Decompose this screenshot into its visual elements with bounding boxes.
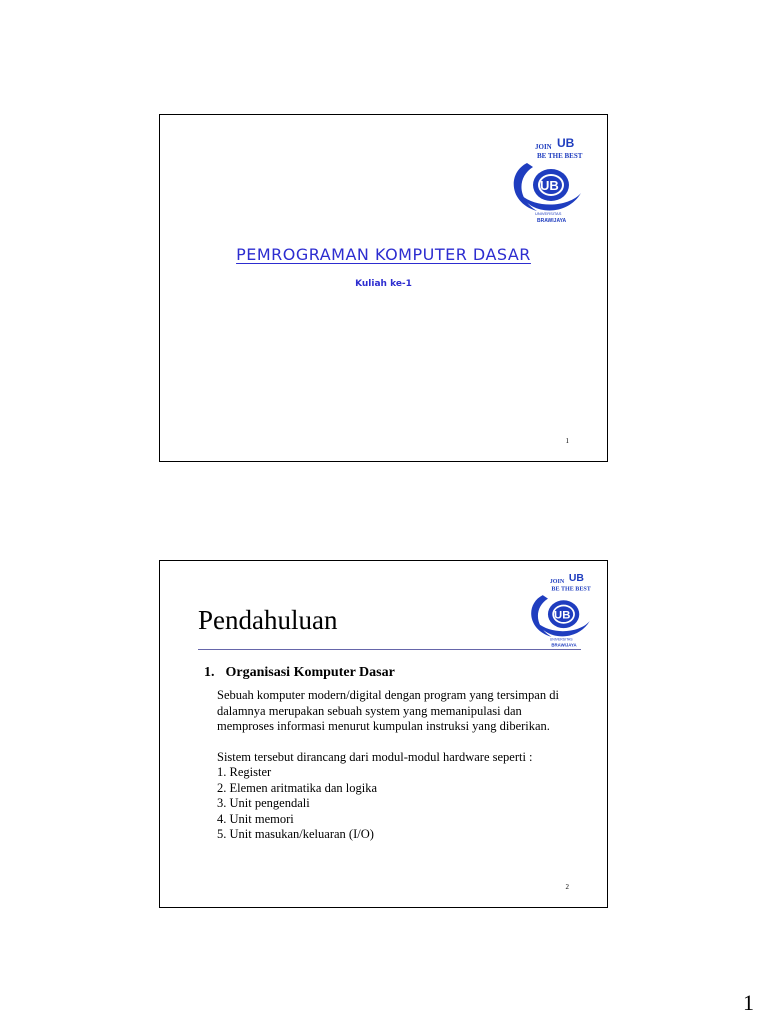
logo-text-be-the-best: BE THE BEST (551, 586, 591, 593)
logo-text-ub-small: UB (557, 136, 575, 150)
paragraph-line: Sebuah komputer modern/digital dengan program yang tersimpan di (217, 688, 559, 702)
paragraph-line: memproses informasi menurut kumpulan instruksi yang diberikan. (217, 719, 550, 733)
logo-text-brawijaya: BRAWIJAYA (537, 218, 567, 224)
list-item: 2. Elemen aritmatika dan logika (217, 780, 378, 795)
logo-text-be-the-best: BE THE BEST (537, 152, 583, 160)
logo-text-join: JOIN (549, 578, 565, 585)
slide-2-page-number: 2 (565, 883, 569, 891)
slide-1-subtitle: Kuliah ke-1 (355, 279, 412, 289)
slide-2 (159, 560, 608, 908)
logo-text-ub-big: UB (540, 178, 559, 193)
section-heading (204, 665, 395, 681)
logo-text-university: UNIVERSITAS (549, 637, 573, 642)
title-divider (198, 649, 581, 650)
slide-2-title: Pendahuluan (198, 605, 338, 635)
section-number: 1. (204, 665, 215, 680)
section-heading-text: Organisasi Komputer Dasar (225, 665, 395, 680)
list-item: 3. Unit pengendali (217, 796, 310, 810)
slide-1-page-number: 1 (565, 437, 569, 445)
slide-1-title: PEMROGRAMAN KOMPUTER DASAR (236, 245, 531, 264)
ub-logo (525, 569, 597, 649)
ub-logo-icon (507, 133, 589, 225)
ub-logo-icon (525, 569, 597, 649)
logo-text-ub-small: UB (568, 573, 584, 585)
list-item: 1. Register (217, 765, 272, 779)
paragraph-line: dalamnya merupakan sebuah system yang memanipulasi dan (217, 703, 522, 718)
logo-text-brawijaya: BRAWIJAYA (551, 642, 577, 648)
logo-text-ub-big: UB (554, 609, 571, 622)
list-item: 4. Unit memori (217, 811, 294, 826)
slide-2-body (217, 688, 587, 843)
list-intro: Sistem tersebut dirancang dari modul-modul hardware seperti : (217, 749, 533, 764)
slide-1 (159, 114, 608, 462)
logo-text-join: JOIN (535, 143, 552, 151)
list-item: 5. Unit masukan/keluaran (I/O) (217, 827, 374, 841)
logo-text-university: UNIVERSITAS (535, 211, 562, 216)
document-page-number: 1 (743, 990, 754, 1015)
ub-logo (507, 133, 589, 225)
